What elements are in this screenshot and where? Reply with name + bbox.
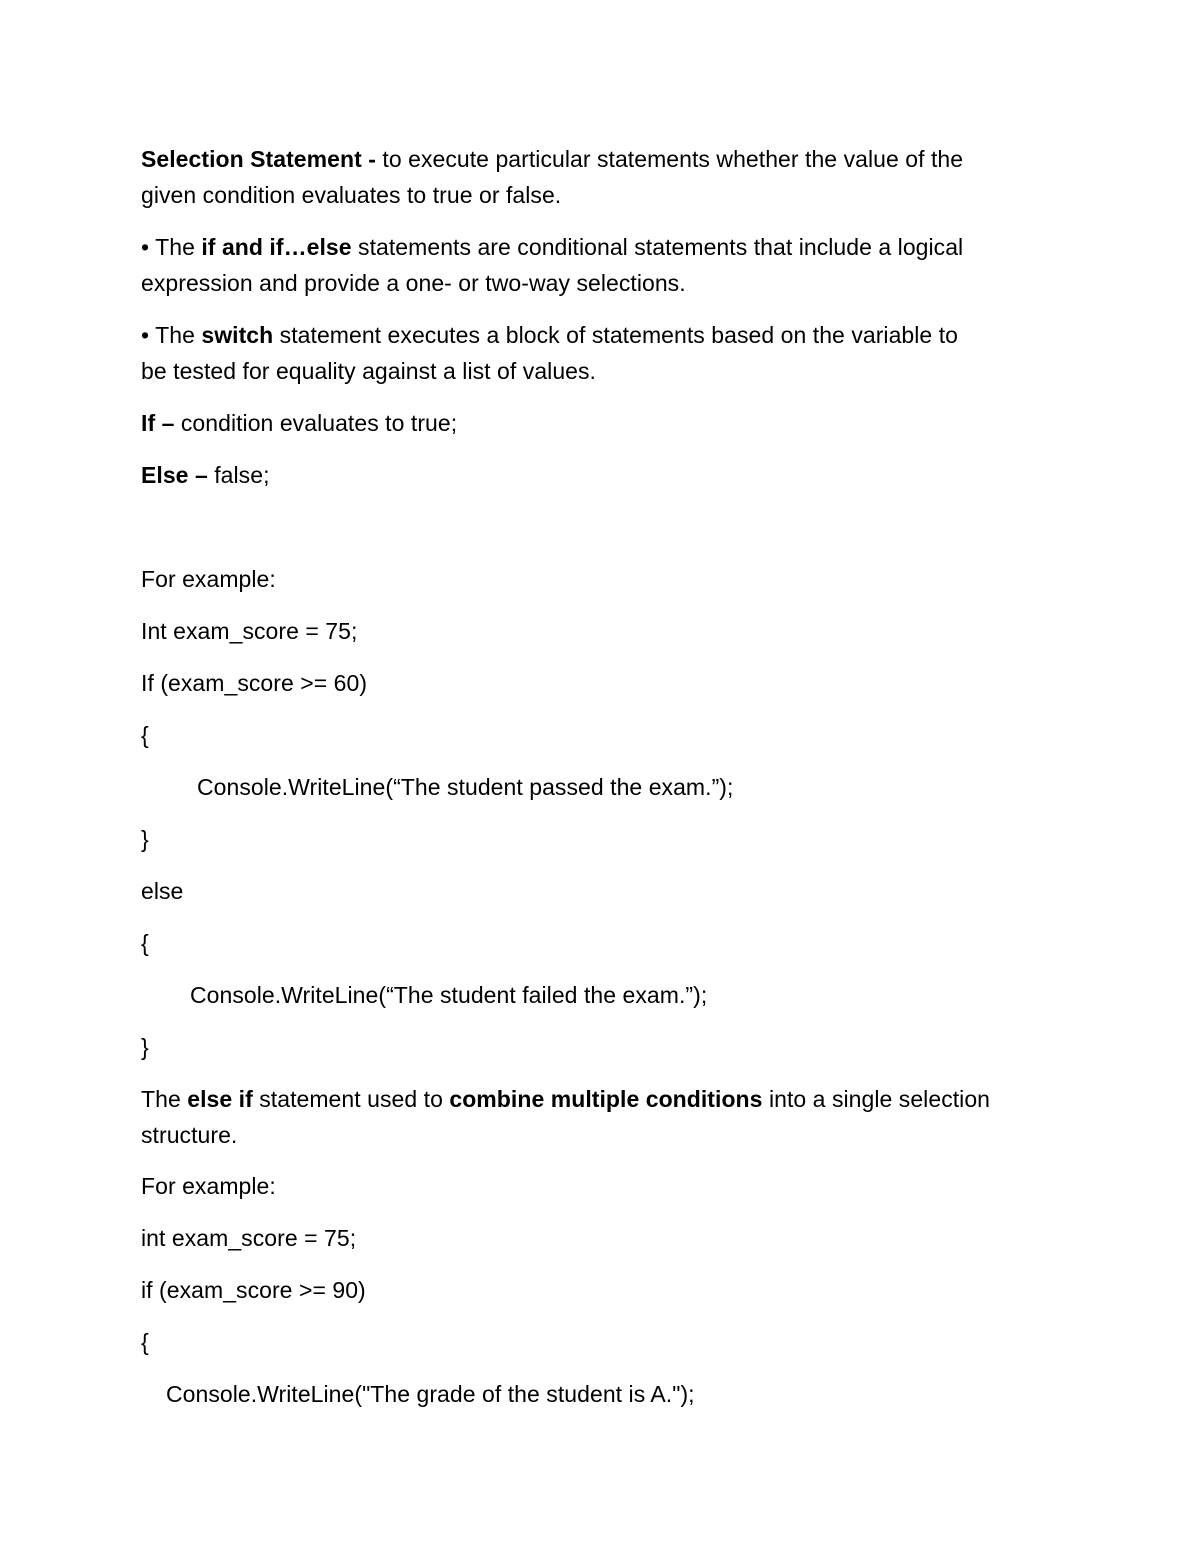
intro-line-1 <box>141 141 963 177</box>
example-2-code-line: int exam_score = 75; <box>141 1225 357 1251</box>
else-if-keyword: else if <box>187 1086 253 1112</box>
example-1-code-line: Int exam_score = 75; <box>141 618 358 644</box>
example-1-code-line: Console.WriteLine(“The student passed the exam.”); <box>197 774 734 800</box>
example-2-code-line: { <box>141 1329 149 1355</box>
switch-keyword: switch <box>201 322 274 348</box>
bullet-icon: • <box>141 322 150 348</box>
bullet-icon: • <box>141 234 150 260</box>
example-1-heading: For example: <box>141 566 276 592</box>
if-definition: If – condition evaluates to true; <box>141 410 458 436</box>
else-if-line-1: The else if statement used to combine multiple conditions into a single selection <box>141 1086 991 1112</box>
bullet-switch-line-2: be tested for equality against a list of values. <box>141 358 596 384</box>
combine-conditions-phrase: combine multiple conditions <box>449 1086 763 1112</box>
example-1-code-line: } <box>141 1034 149 1060</box>
example-1-code-line: Console.WriteLine(“The student failed the exam.”); <box>190 982 708 1008</box>
bullet-switch-line-1: • The switch statement executes a block of statements based on the variable to <box>141 322 958 348</box>
example-1-code-line: else <box>141 878 184 904</box>
intro-text: to execute particular statements whether the value of the <box>375 146 964 172</box>
example-1-code-line: } <box>141 826 149 852</box>
else-if-line-2: structure. <box>141 1122 238 1148</box>
else-definition: Else – false; <box>141 462 270 488</box>
example-2-code-line: Console.WriteLine("The grade of the student is A."); <box>166 1381 695 1407</box>
if-else-keyword: if and if…else <box>201 234 352 260</box>
bullet-if-line-1: • The if and if…else statements are conditional statements that include a logical <box>141 234 964 260</box>
example-1-code-line: If (exam_score >= 60) <box>141 670 368 696</box>
example-2-heading: For example: <box>141 1173 276 1199</box>
selection-statement-term: Selection Statement - <box>141 146 376 172</box>
example-1-code-line: { <box>141 930 149 956</box>
example-1-code-line: { <box>141 722 149 748</box>
bullet-if-line-2: expression and provide a one- or two-way selections. <box>141 270 686 296</box>
example-2-code-line: if (exam_score >= 90) <box>141 1277 366 1303</box>
intro-line-2: given condition evaluates to true or false. <box>141 182 562 208</box>
